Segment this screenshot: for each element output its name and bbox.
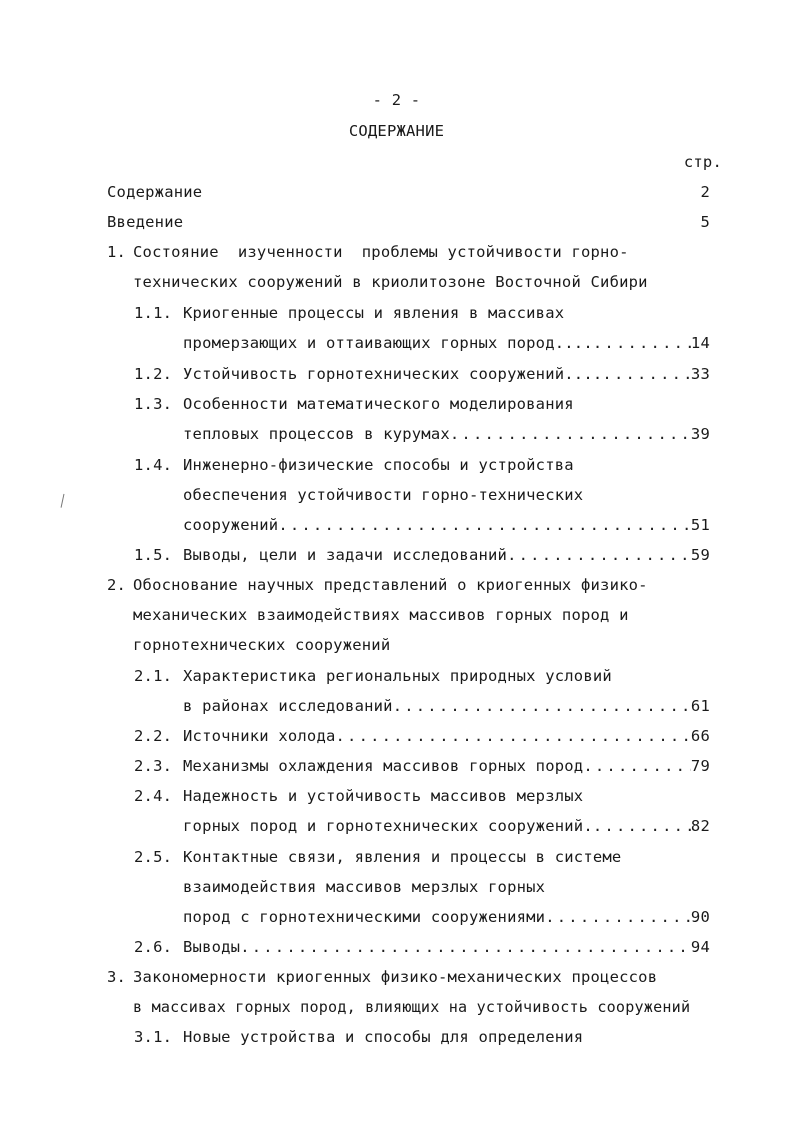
section-1-1-page: 14 <box>690 334 710 352</box>
chapter-1-title-line2: технических сооружений в криолитозоне Восточной Сибири <box>133 273 648 291</box>
section-1-5-line1: Выводы, цели и задачи исследований <box>183 546 508 564</box>
dot-leader <box>583 756 691 776</box>
chapter-3-number: 3. <box>107 968 127 986</box>
section-2-6-page: 94 <box>690 938 710 956</box>
section-2-1-line2: в районах исследований <box>183 697 393 715</box>
section-2-5-line2: взаимодействия массивов мерзлых горных <box>183 878 546 896</box>
section-2-5-number: 2.5. <box>134 848 173 866</box>
chapter-2-title-line1: Обоснование научных представлений о криогенных физико- <box>133 576 648 594</box>
dot-leader <box>450 424 691 444</box>
section-1-3-leader <box>183 424 710 444</box>
toc-entry-contents: Содержание <box>107 183 203 201</box>
section-2-4-page: 82 <box>690 817 710 835</box>
section-2-1-leader <box>183 696 710 716</box>
section-2-2-number: 2.2. <box>134 727 173 745</box>
chapter-1-number: 1. <box>107 243 127 261</box>
toc-page-intro: 5 <box>700 213 710 231</box>
section-2-4-line2: горных пород и горнотехнических сооружений. <box>183 817 593 835</box>
section-2-5-leader <box>183 907 710 927</box>
chapter-1-title-line1: Состояние изученности проблемы устойчивости горно- <box>133 243 629 261</box>
section-1-3-line1: Особенности математического моделирования <box>183 395 574 413</box>
section-2-5-line1: Контактные связи, явления и процессы в системе <box>183 848 622 866</box>
page-number: - 2 - <box>372 91 421 109</box>
section-2-6-number: 2.6. <box>134 938 173 956</box>
section-1-4-page: 51 <box>690 516 710 534</box>
section-1-1-leader <box>183 333 710 353</box>
section-1-2-number: 1.2. <box>134 365 173 383</box>
section-1-5-number: 1.5. <box>134 546 173 564</box>
dot-leader <box>336 726 691 746</box>
section-2-3-line1: Механизмы охлаждения массивов горных пород <box>183 757 584 775</box>
section-1-4-leader <box>183 515 710 535</box>
section-1-1-line1: Криогенные процессы и явления в массивах <box>183 304 565 322</box>
section-2-4-line1: Надежность и устойчивость массивов мерзлых <box>183 787 584 805</box>
section-2-3-leader <box>183 756 710 776</box>
toc-entry-intro: Введение <box>107 213 184 231</box>
section-1-1-line2: промерзающих и оттаивающих горных пород.... <box>183 334 593 352</box>
dot-leader <box>602 364 691 384</box>
chapter-2-number: 2. <box>107 576 127 594</box>
section-2-1-number: 2.1. <box>134 667 173 685</box>
dot-leader <box>507 545 691 565</box>
dot-leader <box>545 907 691 927</box>
dot-leader <box>393 696 691 716</box>
section-1-3-line2: тепловых процессов в курумах <box>183 425 450 443</box>
section-2-2-leader <box>183 726 710 746</box>
section-1-2-page: 33 <box>690 365 710 383</box>
chapter-3-title-line2: в массивах горных пород, влияющих на устойчивость сооружений <box>133 998 691 1016</box>
toc-title: СОДЕРЖАНИЕ <box>348 122 445 140</box>
section-1-4-line2: обеспечения устойчивости горно-технических <box>183 486 584 504</box>
section-1-4-number: 1.4. <box>134 456 173 474</box>
section-2-1-line1: Характеристика региональных природных условий <box>183 667 612 685</box>
section-1-5-page: 59 <box>690 546 710 564</box>
page-column-label: стр. <box>683 153 722 171</box>
section-1-4-line1: Инженерно-физические способы и устройства <box>183 456 574 474</box>
section-1-1-number: 1.1. <box>134 304 173 322</box>
section-2-3-number: 2.3. <box>134 757 173 775</box>
section-1-3-number: 1.3. <box>134 395 173 413</box>
section-2-4-leader <box>183 816 710 836</box>
section-1-5-leader <box>183 545 710 565</box>
dot-leader <box>278 515 691 535</box>
chapter-2-title-line3: горнотехнических сооружений <box>133 636 391 654</box>
section-1-2-line1: Устойчивость горнотехнических сооружений.... <box>183 365 603 383</box>
section-2-5-page: 90 <box>690 908 710 926</box>
section-3-1-number: 3.1. <box>134 1028 173 1046</box>
section-2-2-line1: Источники холода <box>183 727 336 745</box>
section-1-2-leader <box>183 364 710 384</box>
chapter-3-title-line1: Закономерности криогенных физико-механических процессов <box>133 968 658 986</box>
section-2-4-number: 2.4. <box>134 787 173 805</box>
dot-leader <box>240 937 691 957</box>
section-2-1-page: 61 <box>690 697 710 715</box>
section-2-5-line3: пород с горнотехническими сооружениями <box>183 908 546 926</box>
section-3-1-line1: Новые устройства и способы для определения <box>183 1028 584 1046</box>
dot-leader <box>593 333 691 353</box>
chapter-2-title-line2: механических взаимодействиях массивов горных пород и <box>133 606 629 624</box>
margin-pen-mark <box>61 494 67 508</box>
section-1-4-line3: сооружений <box>183 516 279 534</box>
section-1-3-page: 39 <box>690 425 710 443</box>
section-2-2-page: 66 <box>690 727 710 745</box>
section-2-6-line1: Выводы <box>183 938 241 956</box>
toc-page-contents: 2 <box>700 183 710 201</box>
section-2-3-page: 79 <box>690 757 710 775</box>
section-2-6-leader <box>183 937 710 957</box>
dot-leader <box>593 816 691 836</box>
